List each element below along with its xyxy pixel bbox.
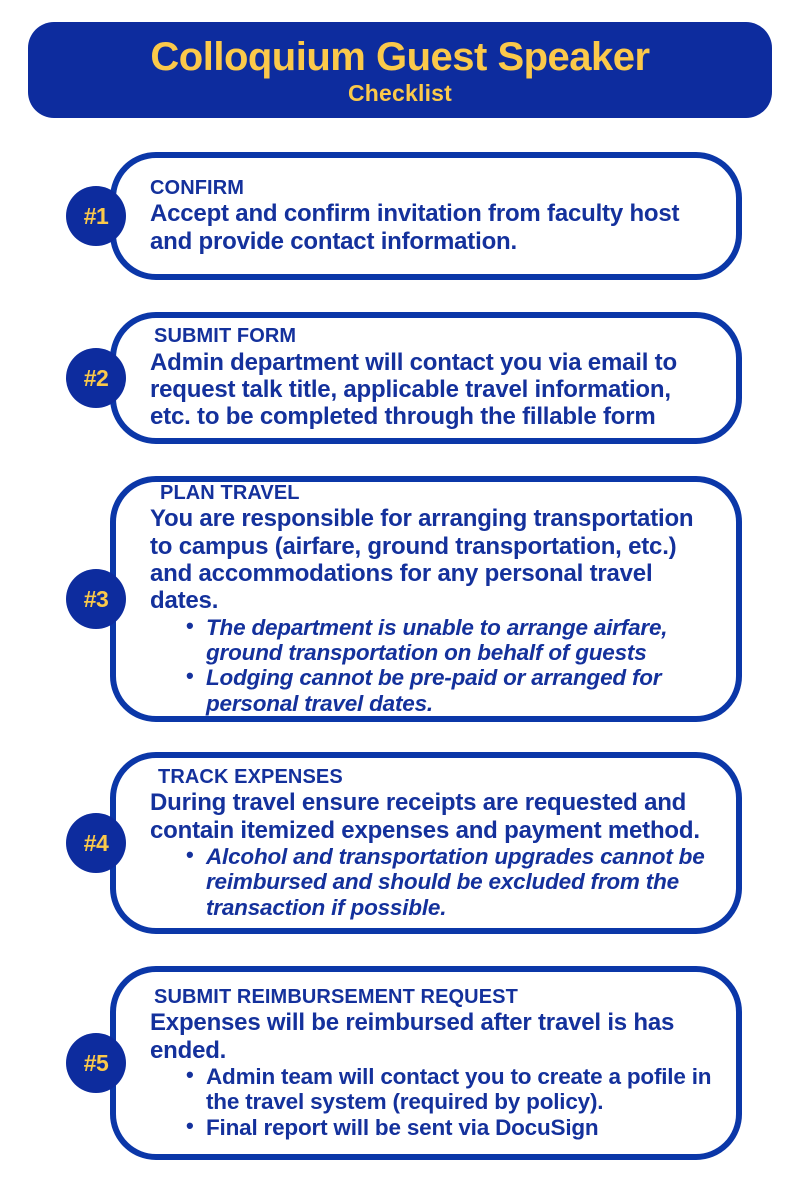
step-card-4 bbox=[66, 752, 742, 934]
step-text-3: You are responsible for arranging transportation to campus (airfare, ground transportation, etc.) and accommodations for any personal travel dates. bbox=[150, 505, 694, 615]
step-card-2-frame bbox=[110, 312, 742, 444]
step-badge-3: #3 bbox=[66, 569, 126, 629]
step-card-2 bbox=[66, 312, 742, 444]
list-item: • Alcohol and transportation upgrades cannot be reimbursed and should be excluded from the transaction if possible. bbox=[186, 844, 714, 920]
step-title-4: TRACK EXPENSES bbox=[158, 765, 343, 788]
header-banner bbox=[28, 22, 772, 118]
step-title-2: SUBMIT FORM bbox=[154, 325, 297, 348]
step-bullets-3 bbox=[150, 615, 714, 717]
step-badge-5: #5 bbox=[66, 1033, 126, 1093]
step-card-3-content bbox=[116, 482, 736, 716]
step-card-3 bbox=[66, 476, 742, 722]
list-item: • Lodging cannot be pre-paid or arranged for personal travel dates. bbox=[186, 665, 714, 716]
step-card-4-frame bbox=[110, 752, 742, 934]
step-card-5 bbox=[66, 966, 742, 1160]
step-badge-2: #2 bbox=[66, 348, 126, 408]
step-text-5: Expenses will be reimbursed after travel is has ended. bbox=[150, 1009, 675, 1064]
step-text-4: During travel ensure receipts are requested and contain itemized expenses and payment method. bbox=[150, 789, 700, 844]
list-item: • The department is unable to arrange airfare, ground transportation on behalf of guests bbox=[186, 615, 714, 666]
step-text-2: Admin department will contact you via email to request talk title, applicable travel information, etc. to be completed through the fillable form bbox=[150, 348, 677, 431]
step-badge-1: #1 bbox=[66, 186, 126, 246]
step-badge-4: #4 bbox=[66, 813, 126, 873]
step-bullets-4 bbox=[150, 844, 714, 920]
step-card-1 bbox=[66, 152, 742, 280]
step-card-5-frame bbox=[110, 966, 742, 1160]
step-card-2-content bbox=[116, 318, 736, 438]
step-title-5: SUBMIT REIMBURSEMENT REQUEST bbox=[154, 985, 518, 1008]
step-card-4-content bbox=[116, 758, 736, 928]
step-card-3-frame bbox=[110, 476, 742, 722]
step-title-3: PLAN TRAVEL bbox=[160, 481, 300, 504]
step-card-1-frame bbox=[110, 152, 742, 280]
list-item: • Final report will be sent via DocuSign bbox=[186, 1115, 714, 1140]
step-title-1: CONFIRM bbox=[150, 176, 245, 199]
step-card-1-content bbox=[116, 158, 736, 274]
page-subtitle: Checklist bbox=[347, 79, 453, 106]
list-item: • Admin team will contact you to create a pofile in the travel system (required by policy). bbox=[186, 1064, 714, 1115]
step-bullets-5 bbox=[150, 1064, 714, 1140]
page-title: Colloquium Guest Speaker bbox=[150, 34, 650, 79]
step-card-5-content bbox=[116, 972, 736, 1154]
step-text-1: Accept and confirm invitation from faculty host and provide contact information. bbox=[150, 200, 680, 255]
